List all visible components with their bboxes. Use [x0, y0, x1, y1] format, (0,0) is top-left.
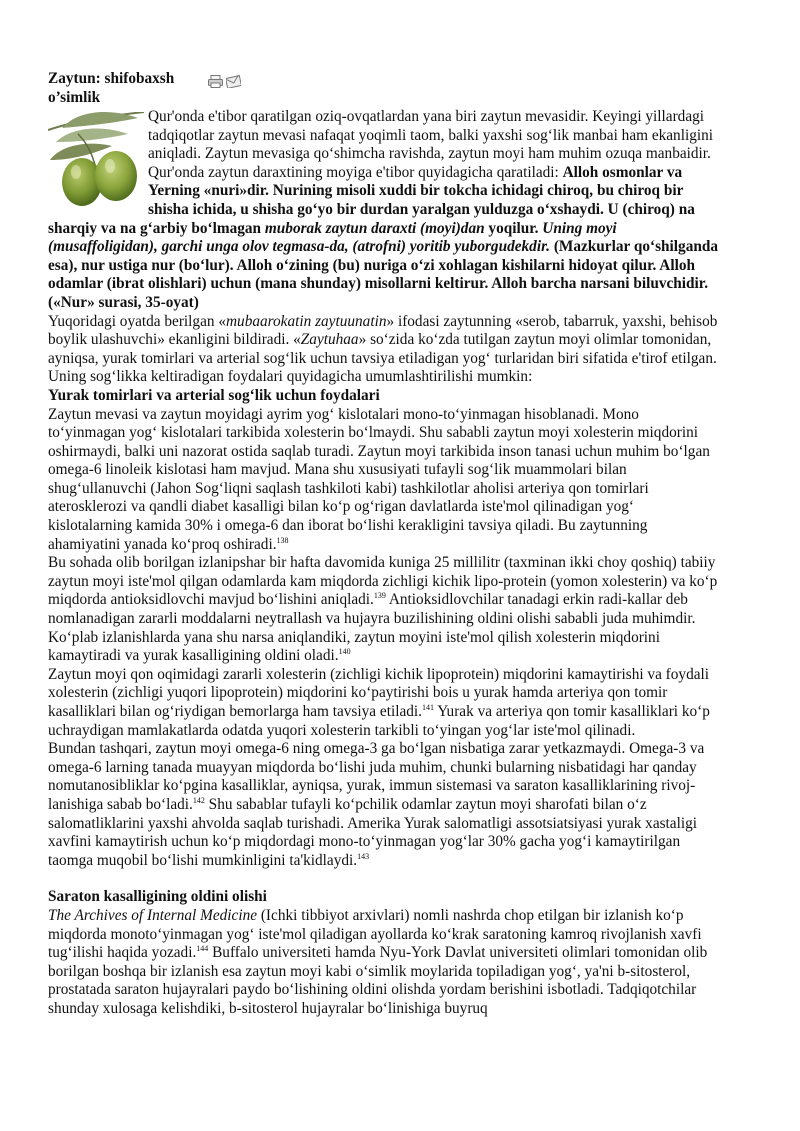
intro-section [48, 108, 718, 313]
paragraph: Bu sohada olib borilgan izlanipshar bir hafta davomida kuniga 25 millilitr (taxminan ikki choy qoshiq) tabiiy zaytun moyi iste'mol qilgan odamlarda kam miqdorda zichligi kichik lipo-protein (yomon xolesterin) va ko‘p miqdorda antioksidlovchi mavjud bo‘lishini aniqladi.$^{139}$ Antioksidlovchilar tanadagi erkin radi-kallar deb nomlanadigan zararli moddalarni neytrallash va hujayra buzilishining oldini olishi sababli juda muhimdir. Ko‘plab izlanishlarda yana shu narsa aniqlandiki, zaytun moyini iste'mol qilish xolesterin miqdorini kamaytiradi va yurak kasalligining oldini oladi.$^{140}$ [48, 554, 718, 665]
article [48, 70, 718, 1019]
article-title: Zaytun: shifobaxsh o’simlik [48, 70, 175, 106]
paragraph: The Archives of Internal Medicine (Ichki tibbiyot arxivlari) nomli nashrda chop etilgan bir izlanish ko‘p miqdorda monoto‘yinmagan yog‘ iste'mol qiladigan ayollarda ko‘krak saratoning kamroq rivojlanish xavfi tug‘ilishi haqida yozadi.$^{144}$ Buffalo universiteti hamda Nyu-York Davlat universiteti olimlari tomonidan olib borilgan boshqa bir izlanish esa zaytun moyi kabi o‘simlik moylarida topiladigan yog‘, ya'ni b-sitosterol, prostatada saraton hujayralari paydo bo‘lishining oldini olishda yordam berishini isbotladi. Tadqiqotchilar shunday xulosaga kelishdiki, b-sitosterol hujayralar bo‘linishiga buyruq [48, 906, 708, 1017]
section-heading-cancer: Saraton kasalligining oldini olishi [48, 888, 267, 906]
section-heading-heart: Yurak tomirlari va arterial sog‘lik uchun foydalari [48, 386, 380, 404]
footnote-ref[interactable]: 144 [196, 944, 209, 954]
section-spacer [48, 870, 718, 888]
footnote-ref[interactable]: 140 [338, 647, 351, 657]
paragraph: Zaytun moyi qon oqimidagi zararli xolesterin (zichligi kichik lipoprotein) miqdorini kamaytirishi va foydali xolesterin (zichligi yuqori lipoprotein) miqdorini ko‘paytirishi bois u yurak hamda arteriya qon tomir kasalliklari bilan og‘riydigan bemorlarga ham tavsiya etiladi.$^{141}$ Yurak va arteriya qon tomir kasalliklari ko‘p uchraydigan mamlakatlarda odatda yuqori xolesterin tarkibli to‘yingan yog‘lar iste'mol qilinadi. [48, 665, 710, 739]
email-icon[interactable] [226, 75, 241, 88]
journal-title: The Archives of Internal Medicine [48, 906, 258, 924]
article-toolbar [208, 75, 241, 88]
intro-paragraph: Qur'onda e'tibor qaratilgan oziq-ovqatlardan yana biri zaytun mevasidir. Keyingi yillardagi tadqiqotlar zaytun mevasi nafaqat yoqimli taom, balki yaxshi sog‘lik manbai ham ekanligini aniqladi. Zaytun mevasiga qo‘shimcha ravishda, zaytun moyi ham muhim ozuqa manbaidir. Qur'onda zaytun daraxtining moyiga e'tibor quyidagicha qaratiladi: Alloh osmonlar va Yerning «nuri»dir. Nurining misoli xuddi bir tokcha ichidagi chiroq, bu chiroq bir shisha ichida, u shisha go‘yo bir durdan yaralgan yulduzga o‘xshaydi. U (chiroq) na sharqiy va na g‘arbiy bo‘lmagan muborak zaytun daraxti (moyi)dan yoqilur. Uning moyi (musaffoligidan), garchi unga olov tegmasa-da, (atrofni) yoritib yuborgudekdir. (Mazkurlar qo‘shilganda esa), nur ustiga nur (bo‘lur). Alloh o‘zining (bu) nuriga o‘zi xohlagan kishilarni hidoyat qilur. Alloh odamlar (ibrat olishlari) uchun (mana shunday) misollarni keltirur. Alloh barcha narsani biluvchidir. («Nur» surasi, 35-oyat) [48, 108, 719, 311]
print-icon[interactable] [208, 75, 223, 88]
paragraph: Bundan tashqari, zaytun moyi omega-6 ning omega-3 ga bo‘lgan nisbatiga zarar yetkazmaydi. Omega-3 va omega-6 larning tanada muayyan miqdorda bo‘lishi juda muhim, chunki bularning nisbatidagi har qanday nomutanosibliklar ko‘pgina kasalliklar, ayniqsa, yurak, immun sistemasi va saraton kasalliklarining rivoj-lanishiga sabab bo‘ladi.$^{142}$ Shu sabablar tufayli ko‘pchilik odamlar zaytun moyi sharofati bilan o‘z salomatliklarini yaxshi ahvolda saqlab turishadi. Amerika Yurak salomatligi assotsiatsiyasi yurak xastaligi xavfini kamaytirish uchun ko‘p miqdordagi mono-to‘yinmagan yog‘lar 30% gacha yog‘i kamaytirilgan taomga muqobil bo‘lishi mumkinligini ta'kidlaydi.$^{143}$ [48, 740, 705, 869]
footnote-ref[interactable]: 139 [373, 591, 386, 601]
article-header [48, 70, 718, 108]
paragraph: Yuqoridagi oyatda berilgan «mubaarokatin zaytuunatin» ifodasi zaytunning «serob, tabarruk, yaxshi, behisob boylik ulashuvchi» ekanligini bildiradi. «Zaytuhaa» so‘zida ko‘zda tutilgan zaytun moyi olimlar tomonidan, ayniqsa, yurak tomirlari va arterial sog‘lik uchun tavsiya etiladigan yog‘ turlaridan biri sifatida e'tirof etilgan. Uning sog‘likka keltiradigan foydalari quyidagicha umumlashtirilishi mumkin: [48, 312, 718, 386]
footnote-ref[interactable]: 141 [421, 703, 434, 712]
paragraph: Zaytun mevasi va zaytun moyidagi ayrim yog‘ kislotalari mono-to‘yinmagan hisoblanadi. Mono to‘yinmagan yog‘ kislotalari tarkibida xolesterin bo‘lmaydi. Shu sababli zaytun moyi xolesterin miqdorini oshirmaydi, balki uni nazorat ostida saqlab turadi. Zaytun moyi tarkibida inson tanasi uchun muhim bo‘lgan omega-6 linoleik kislotasi ham mavjud. Mana shu xususiyati tufayli sog‘lik muammolari bilan shug‘ullanuvchi (Jahon Sog‘liqni saqlash tashkiloti kabi) tashkilotlar aholisi arteriya qon tomirlari aterosklerozi va qandli diabet kasalligi bilan ko‘p og‘rigan davlatlarda iste'mol qilinadigan yog‘ kislotalarning kamida 30% i omega-6 dan iborat bo‘lishi kerakligini tavsiya qiladi. Bu zaytunning ahamiyatini yanada ko‘proq oshiradi.$^{138}$ [48, 405, 710, 553]
footnote-ref[interactable]: 138 [276, 535, 289, 545]
quran-quote: Alloh osmonlar va Yerning «nuri»dir. Nurining misoli xuddi bir tokcha ichidagi chiroq, bu chiroq bir shisha ichida, u shisha go‘yo bir durdan yaralgan yulduzga o‘xshaydi. U (chiroq) na sharqiy va na g‘arbiy bo‘lmagan muborak zaytun daraxti (moyi)dan yoqilur. Uning moyi (musaffoligidan), garchi unga olov tegmasa-da, (atrofni) yoritib yuborgudekdir. (Mazkurlar qo‘shilganda esa), nur ustiga nur (bo‘lur). Alloh o‘zining (bu) nuriga o‘zi xohlagan kishilarni hidoyat qilur. Alloh odamlar (ibrat olishlari) uchun (mana shunday) misollarni keltirur. Alloh barcha narsani biluvchidir. («Nur» surasi, 35-oyat) [48, 163, 719, 311]
footnote-ref[interactable]: 142 [192, 795, 205, 805]
footnote-ref[interactable]: 143 [357, 851, 370, 861]
olive-image [48, 112, 144, 214]
